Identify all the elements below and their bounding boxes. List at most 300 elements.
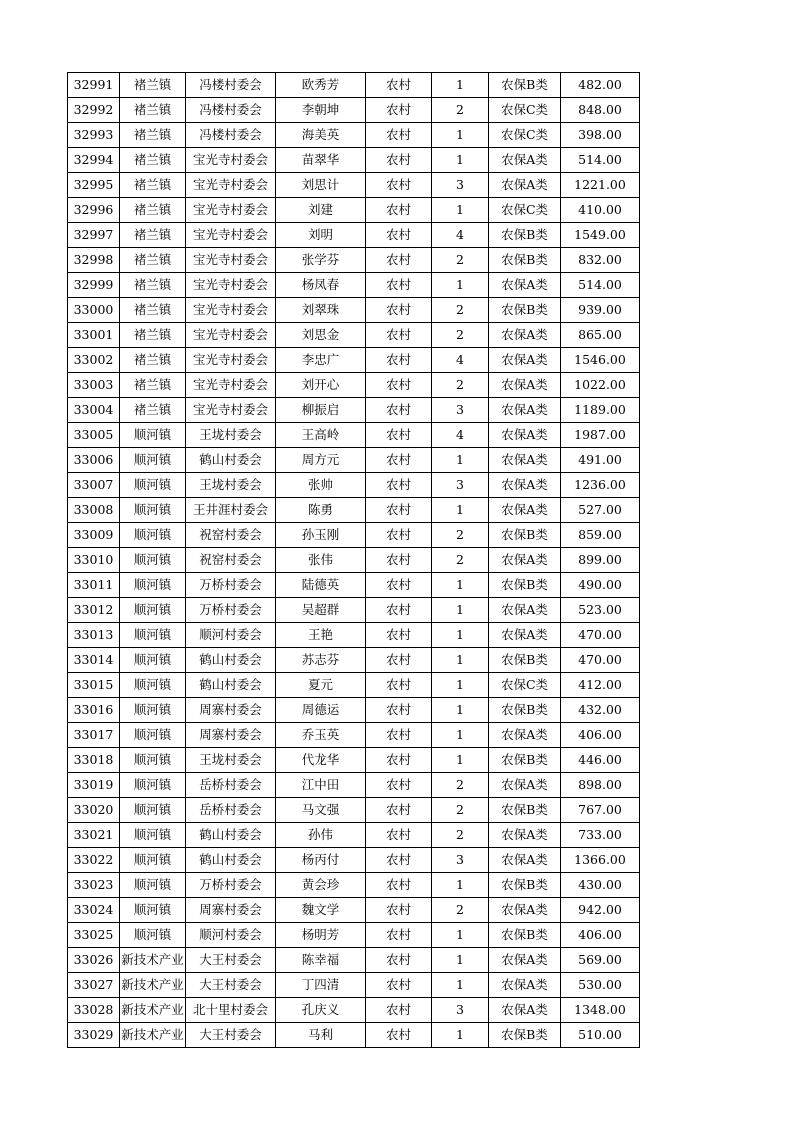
- amount-cell: 859.00: [561, 523, 640, 548]
- person-name-cell: 刘思金: [276, 323, 366, 348]
- person-name-cell: 张伟: [276, 548, 366, 573]
- table-row: [68, 398, 640, 423]
- table-row: [68, 748, 640, 773]
- row-id-cell: 33011: [68, 573, 120, 598]
- amount-cell: 939.00: [561, 298, 640, 323]
- village-committee-cell: 宝光寺村委会: [186, 173, 276, 198]
- table-row: [68, 323, 640, 348]
- village-committee-cell: 大王村委会: [186, 973, 276, 998]
- person-name-cell: 刘翠珠: [276, 298, 366, 323]
- person-name-cell: 陈勇: [276, 498, 366, 523]
- household-count-cell: 1: [432, 673, 489, 698]
- town-cell: 褚兰镇: [120, 223, 186, 248]
- residence-type-cell: 农村: [366, 823, 432, 848]
- residence-type-cell: 农村: [366, 773, 432, 798]
- row-id-cell: 32993: [68, 123, 120, 148]
- insurance-category-cell: 农保B类: [489, 698, 561, 723]
- table-row: [68, 473, 640, 498]
- residence-type-cell: 农村: [366, 923, 432, 948]
- row-id-cell: 33024: [68, 898, 120, 923]
- insurance-category-cell: 农保A类: [489, 623, 561, 648]
- table-row: [68, 773, 640, 798]
- table-row: [68, 198, 640, 223]
- table-row: [68, 698, 640, 723]
- amount-cell: 1221.00: [561, 173, 640, 198]
- amount-cell: 899.00: [561, 548, 640, 573]
- household-count-cell: 3: [432, 998, 489, 1023]
- residence-type-cell: 农村: [366, 673, 432, 698]
- town-cell: 褚兰镇: [120, 323, 186, 348]
- town-cell: 顺河镇: [120, 823, 186, 848]
- household-count-cell: 3: [432, 173, 489, 198]
- village-committee-cell: 周寨村委会: [186, 898, 276, 923]
- village-committee-cell: 冯楼村委会: [186, 98, 276, 123]
- row-id-cell: 33002: [68, 348, 120, 373]
- village-committee-cell: 鹤山村委会: [186, 648, 276, 673]
- household-count-cell: 1: [432, 923, 489, 948]
- insurance-category-cell: 农保A类: [489, 848, 561, 873]
- insurance-category-cell: 农保B类: [489, 223, 561, 248]
- residence-type-cell: 农村: [366, 523, 432, 548]
- town-cell: 顺河镇: [120, 898, 186, 923]
- household-count-cell: 2: [432, 898, 489, 923]
- table-row: [68, 798, 640, 823]
- household-count-cell: 2: [432, 298, 489, 323]
- amount-cell: 490.00: [561, 573, 640, 598]
- residence-type-cell: 农村: [366, 873, 432, 898]
- person-name-cell: 欧秀芳: [276, 73, 366, 98]
- amount-cell: 1348.00: [561, 998, 640, 1023]
- person-name-cell: 杨丙付: [276, 848, 366, 873]
- person-name-cell: 魏文学: [276, 898, 366, 923]
- table-row: [68, 898, 640, 923]
- village-committee-cell: 宝光寺村委会: [186, 248, 276, 273]
- person-name-cell: 陈幸福: [276, 948, 366, 973]
- row-id-cell: 33015: [68, 673, 120, 698]
- village-committee-cell: 祝窑村委会: [186, 523, 276, 548]
- table-row: [68, 673, 640, 698]
- insurance-category-cell: 农保A类: [489, 173, 561, 198]
- insurance-category-cell: 农保A类: [489, 398, 561, 423]
- amount-cell: 470.00: [561, 623, 640, 648]
- town-cell: 褚兰镇: [120, 73, 186, 98]
- village-committee-cell: 冯楼村委会: [186, 73, 276, 98]
- table-row: [68, 73, 640, 98]
- village-committee-cell: 大王村委会: [186, 1023, 276, 1048]
- table-row: [68, 248, 640, 273]
- household-count-cell: 1: [432, 73, 489, 98]
- row-id-cell: 32996: [68, 198, 120, 223]
- village-committee-cell: 北十里村委会: [186, 998, 276, 1023]
- person-name-cell: 杨凤春: [276, 273, 366, 298]
- town-cell: 顺河镇: [120, 773, 186, 798]
- village-committee-cell: 宝光寺村委会: [186, 323, 276, 348]
- person-name-cell: 代龙华: [276, 748, 366, 773]
- amount-cell: 1366.00: [561, 848, 640, 873]
- village-committee-cell: 大王村委会: [186, 948, 276, 973]
- amount-cell: 848.00: [561, 98, 640, 123]
- amount-cell: 530.00: [561, 973, 640, 998]
- household-count-cell: 1: [432, 723, 489, 748]
- residence-type-cell: 农村: [366, 173, 432, 198]
- amount-cell: 410.00: [561, 198, 640, 223]
- amount-cell: 942.00: [561, 898, 640, 923]
- village-committee-cell: 祝窑村委会: [186, 548, 276, 573]
- person-name-cell: 王艳: [276, 623, 366, 648]
- village-committee-cell: 王垅村委会: [186, 473, 276, 498]
- town-cell: 褚兰镇: [120, 148, 186, 173]
- household-count-cell: 2: [432, 248, 489, 273]
- town-cell: 新技术产业: [120, 998, 186, 1023]
- residence-type-cell: 农村: [366, 298, 432, 323]
- household-count-cell: 1: [432, 198, 489, 223]
- amount-cell: 1189.00: [561, 398, 640, 423]
- residence-type-cell: 农村: [366, 698, 432, 723]
- household-count-cell: 1: [432, 948, 489, 973]
- row-id-cell: 33018: [68, 748, 120, 773]
- table-row: [68, 973, 640, 998]
- person-name-cell: 刘建: [276, 198, 366, 223]
- insurance-category-cell: 农保A类: [489, 423, 561, 448]
- insurance-category-cell: 农保B类: [489, 298, 561, 323]
- village-committee-cell: 宝光寺村委会: [186, 198, 276, 223]
- row-id-cell: 33017: [68, 723, 120, 748]
- town-cell: 褚兰镇: [120, 298, 186, 323]
- amount-cell: 865.00: [561, 323, 640, 348]
- row-id-cell: 33022: [68, 848, 120, 873]
- amount-cell: 1236.00: [561, 473, 640, 498]
- insurance-category-cell: 农保B类: [489, 73, 561, 98]
- person-name-cell: 刘思计: [276, 173, 366, 198]
- insurance-category-cell: 农保A类: [489, 448, 561, 473]
- amount-cell: 446.00: [561, 748, 640, 773]
- residence-type-cell: 农村: [366, 223, 432, 248]
- table-row: [68, 948, 640, 973]
- town-cell: 顺河镇: [120, 448, 186, 473]
- row-id-cell: 33005: [68, 423, 120, 448]
- town-cell: 褚兰镇: [120, 173, 186, 198]
- household-count-cell: 2: [432, 98, 489, 123]
- insurance-category-cell: 农保A类: [489, 148, 561, 173]
- insurance-category-cell: 农保A类: [489, 373, 561, 398]
- insurance-category-cell: 农保B类: [489, 1023, 561, 1048]
- town-cell: 顺河镇: [120, 498, 186, 523]
- insurance-category-cell: 农保B类: [489, 648, 561, 673]
- village-committee-cell: 宝光寺村委会: [186, 373, 276, 398]
- village-committee-cell: 王垅村委会: [186, 748, 276, 773]
- person-name-cell: 孔庆义: [276, 998, 366, 1023]
- amount-cell: 527.00: [561, 498, 640, 523]
- village-committee-cell: 鹤山村委会: [186, 848, 276, 873]
- person-name-cell: 江中田: [276, 773, 366, 798]
- insurance-category-cell: 农保B类: [489, 748, 561, 773]
- household-count-cell: 1: [432, 873, 489, 898]
- town-cell: 褚兰镇: [120, 398, 186, 423]
- village-committee-cell: 万桥村委会: [186, 573, 276, 598]
- person-name-cell: 海美英: [276, 123, 366, 148]
- person-name-cell: 刘明: [276, 223, 366, 248]
- insurance-category-cell: 农保C类: [489, 123, 561, 148]
- insurance-category-cell: 农保A类: [489, 548, 561, 573]
- person-name-cell: 马利: [276, 1023, 366, 1048]
- town-cell: 褚兰镇: [120, 248, 186, 273]
- person-name-cell: 李忠广: [276, 348, 366, 373]
- person-name-cell: 刘开心: [276, 373, 366, 398]
- village-committee-cell: 宝光寺村委会: [186, 148, 276, 173]
- row-id-cell: 33004: [68, 398, 120, 423]
- row-id-cell: 33020: [68, 798, 120, 823]
- residence-type-cell: 农村: [366, 348, 432, 373]
- amount-cell: 430.00: [561, 873, 640, 898]
- row-id-cell: 33029: [68, 1023, 120, 1048]
- row-id-cell: 33009: [68, 523, 120, 548]
- insurance-category-cell: 农保B类: [489, 248, 561, 273]
- table-row: [68, 148, 640, 173]
- household-count-cell: 1: [432, 123, 489, 148]
- person-name-cell: 马文强: [276, 798, 366, 823]
- row-id-cell: 33013: [68, 623, 120, 648]
- town-cell: 顺河镇: [120, 473, 186, 498]
- household-count-cell: 3: [432, 473, 489, 498]
- amount-cell: 514.00: [561, 148, 640, 173]
- household-count-cell: 2: [432, 373, 489, 398]
- amount-cell: 491.00: [561, 448, 640, 473]
- household-count-cell: 2: [432, 548, 489, 573]
- village-committee-cell: 岳桥村委会: [186, 798, 276, 823]
- table-row: [68, 523, 640, 548]
- row-id-cell: 33028: [68, 998, 120, 1023]
- row-id-cell: 32994: [68, 148, 120, 173]
- town-cell: 顺河镇: [120, 798, 186, 823]
- table-row: [68, 723, 640, 748]
- town-cell: 新技术产业: [120, 948, 186, 973]
- amount-cell: 482.00: [561, 73, 640, 98]
- table-row: [68, 173, 640, 198]
- row-id-cell: 33016: [68, 698, 120, 723]
- residence-type-cell: 农村: [366, 123, 432, 148]
- row-id-cell: 33021: [68, 823, 120, 848]
- residence-type-cell: 农村: [366, 748, 432, 773]
- insurance-category-cell: 农保A类: [489, 973, 561, 998]
- person-name-cell: 张学芬: [276, 248, 366, 273]
- town-cell: 褚兰镇: [120, 373, 186, 398]
- table-row: [68, 623, 640, 648]
- household-count-cell: 1: [432, 598, 489, 623]
- residence-type-cell: 农村: [366, 498, 432, 523]
- table-row: [68, 423, 640, 448]
- household-count-cell: 1: [432, 623, 489, 648]
- residence-type-cell: 农村: [366, 648, 432, 673]
- amount-cell: 406.00: [561, 723, 640, 748]
- row-id-cell: 33023: [68, 873, 120, 898]
- town-cell: 顺河镇: [120, 748, 186, 773]
- insurance-category-cell: 农保C类: [489, 98, 561, 123]
- amount-cell: 1022.00: [561, 373, 640, 398]
- village-committee-cell: 王垅村委会: [186, 423, 276, 448]
- insurance-category-cell: 农保A类: [489, 273, 561, 298]
- village-committee-cell: 顺河村委会: [186, 623, 276, 648]
- table-row: [68, 873, 640, 898]
- row-id-cell: 33027: [68, 973, 120, 998]
- table-row: [68, 498, 640, 523]
- row-id-cell: 33010: [68, 548, 120, 573]
- residence-type-cell: 农村: [366, 598, 432, 623]
- insurance-category-cell: 农保A类: [489, 723, 561, 748]
- town-cell: 顺河镇: [120, 673, 186, 698]
- table-row: [68, 98, 640, 123]
- row-id-cell: 32998: [68, 248, 120, 273]
- amount-cell: 832.00: [561, 248, 640, 273]
- insurance-category-cell: 农保C类: [489, 198, 561, 223]
- residence-type-cell: 农村: [366, 98, 432, 123]
- person-name-cell: 吴超群: [276, 598, 366, 623]
- amount-cell: 733.00: [561, 823, 640, 848]
- person-name-cell: 王高岭: [276, 423, 366, 448]
- table-row: [68, 298, 640, 323]
- town-cell: 新技术产业: [120, 973, 186, 998]
- residence-type-cell: 农村: [366, 73, 432, 98]
- table-row: [68, 823, 640, 848]
- village-committee-cell: 万桥村委会: [186, 873, 276, 898]
- table-row: [68, 348, 640, 373]
- amount-cell: 412.00: [561, 673, 640, 698]
- residence-type-cell: 农村: [366, 323, 432, 348]
- town-cell: 褚兰镇: [120, 273, 186, 298]
- insurance-category-cell: 农保B类: [489, 523, 561, 548]
- household-count-cell: 1: [432, 748, 489, 773]
- village-committee-cell: 周寨村委会: [186, 723, 276, 748]
- residence-type-cell: 农村: [366, 973, 432, 998]
- town-cell: 顺河镇: [120, 573, 186, 598]
- household-count-cell: 4: [432, 423, 489, 448]
- table-row: [68, 998, 640, 1023]
- household-count-cell: 2: [432, 823, 489, 848]
- household-count-cell: 2: [432, 323, 489, 348]
- insurance-category-cell: 农保C类: [489, 673, 561, 698]
- insurance-category-cell: 农保B类: [489, 923, 561, 948]
- household-count-cell: 1: [432, 448, 489, 473]
- amount-cell: 470.00: [561, 648, 640, 673]
- table-row: [68, 223, 640, 248]
- village-committee-cell: 万桥村委会: [186, 598, 276, 623]
- row-id-cell: 33001: [68, 323, 120, 348]
- residence-type-cell: 农村: [366, 398, 432, 423]
- residence-type-cell: 农村: [366, 723, 432, 748]
- person-name-cell: 柳振启: [276, 398, 366, 423]
- household-count-cell: 2: [432, 798, 489, 823]
- residence-type-cell: 农村: [366, 573, 432, 598]
- town-cell: 褚兰镇: [120, 98, 186, 123]
- row-id-cell: 33026: [68, 948, 120, 973]
- data-table: [67, 72, 640, 1048]
- village-committee-cell: 鹤山村委会: [186, 448, 276, 473]
- insurance-category-cell: 农保A类: [489, 948, 561, 973]
- residence-type-cell: 农村: [366, 473, 432, 498]
- town-cell: 褚兰镇: [120, 348, 186, 373]
- residence-type-cell: 农村: [366, 623, 432, 648]
- amount-cell: 523.00: [561, 598, 640, 623]
- residence-type-cell: 农村: [366, 898, 432, 923]
- row-id-cell: 33025: [68, 923, 120, 948]
- amount-cell: 1987.00: [561, 423, 640, 448]
- person-name-cell: 李朝坤: [276, 98, 366, 123]
- person-name-cell: 张帅: [276, 473, 366, 498]
- household-count-cell: 1: [432, 148, 489, 173]
- table-row: [68, 598, 640, 623]
- person-name-cell: 周德运: [276, 698, 366, 723]
- household-count-cell: 3: [432, 848, 489, 873]
- village-committee-cell: 周寨村委会: [186, 698, 276, 723]
- person-name-cell: 丁四清: [276, 973, 366, 998]
- household-count-cell: 1: [432, 698, 489, 723]
- row-id-cell: 33006: [68, 448, 120, 473]
- village-committee-cell: 冯楼村委会: [186, 123, 276, 148]
- row-id-cell: 33007: [68, 473, 120, 498]
- residence-type-cell: 农村: [366, 273, 432, 298]
- insurance-category-cell: 农保B类: [489, 873, 561, 898]
- row-id-cell: 33019: [68, 773, 120, 798]
- residence-type-cell: 农村: [366, 798, 432, 823]
- row-id-cell: 33003: [68, 373, 120, 398]
- person-name-cell: 夏元: [276, 673, 366, 698]
- amount-cell: 569.00: [561, 948, 640, 973]
- table-row: [68, 548, 640, 573]
- insurance-category-cell: 农保A类: [489, 823, 561, 848]
- household-count-cell: 1: [432, 273, 489, 298]
- town-cell: 褚兰镇: [120, 198, 186, 223]
- insurance-category-cell: 农保B类: [489, 798, 561, 823]
- household-count-cell: 1: [432, 1023, 489, 1048]
- village-committee-cell: 鹤山村委会: [186, 673, 276, 698]
- residence-type-cell: 农村: [366, 998, 432, 1023]
- amount-cell: 898.00: [561, 773, 640, 798]
- residence-type-cell: 农村: [366, 548, 432, 573]
- household-count-cell: 4: [432, 348, 489, 373]
- row-id-cell: 33012: [68, 598, 120, 623]
- town-cell: 褚兰镇: [120, 123, 186, 148]
- insurance-category-cell: 农保A类: [489, 998, 561, 1023]
- table-row: [68, 373, 640, 398]
- town-cell: 顺河镇: [120, 423, 186, 448]
- insurance-category-cell: 农保A类: [489, 498, 561, 523]
- residence-type-cell: 农村: [366, 948, 432, 973]
- household-count-cell: 1: [432, 973, 489, 998]
- person-name-cell: 苏志芬: [276, 648, 366, 673]
- town-cell: 顺河镇: [120, 848, 186, 873]
- town-cell: 顺河镇: [120, 698, 186, 723]
- table-row: [68, 848, 640, 873]
- person-name-cell: 杨明芳: [276, 923, 366, 948]
- table-row: [68, 273, 640, 298]
- insurance-category-cell: 农保A类: [489, 323, 561, 348]
- amount-cell: 1546.00: [561, 348, 640, 373]
- table-row: [68, 573, 640, 598]
- household-count-cell: 1: [432, 648, 489, 673]
- household-count-cell: 2: [432, 773, 489, 798]
- row-id-cell: 32991: [68, 73, 120, 98]
- household-count-cell: 3: [432, 398, 489, 423]
- row-id-cell: 32995: [68, 173, 120, 198]
- village-committee-cell: 宝光寺村委会: [186, 348, 276, 373]
- town-cell: 顺河镇: [120, 923, 186, 948]
- insurance-category-cell: 农保A类: [489, 348, 561, 373]
- row-id-cell: 32992: [68, 98, 120, 123]
- table-row: [68, 1023, 640, 1048]
- town-cell: 顺河镇: [120, 723, 186, 748]
- person-name-cell: 孙玉刚: [276, 523, 366, 548]
- table-row: [68, 648, 640, 673]
- amount-cell: 514.00: [561, 273, 640, 298]
